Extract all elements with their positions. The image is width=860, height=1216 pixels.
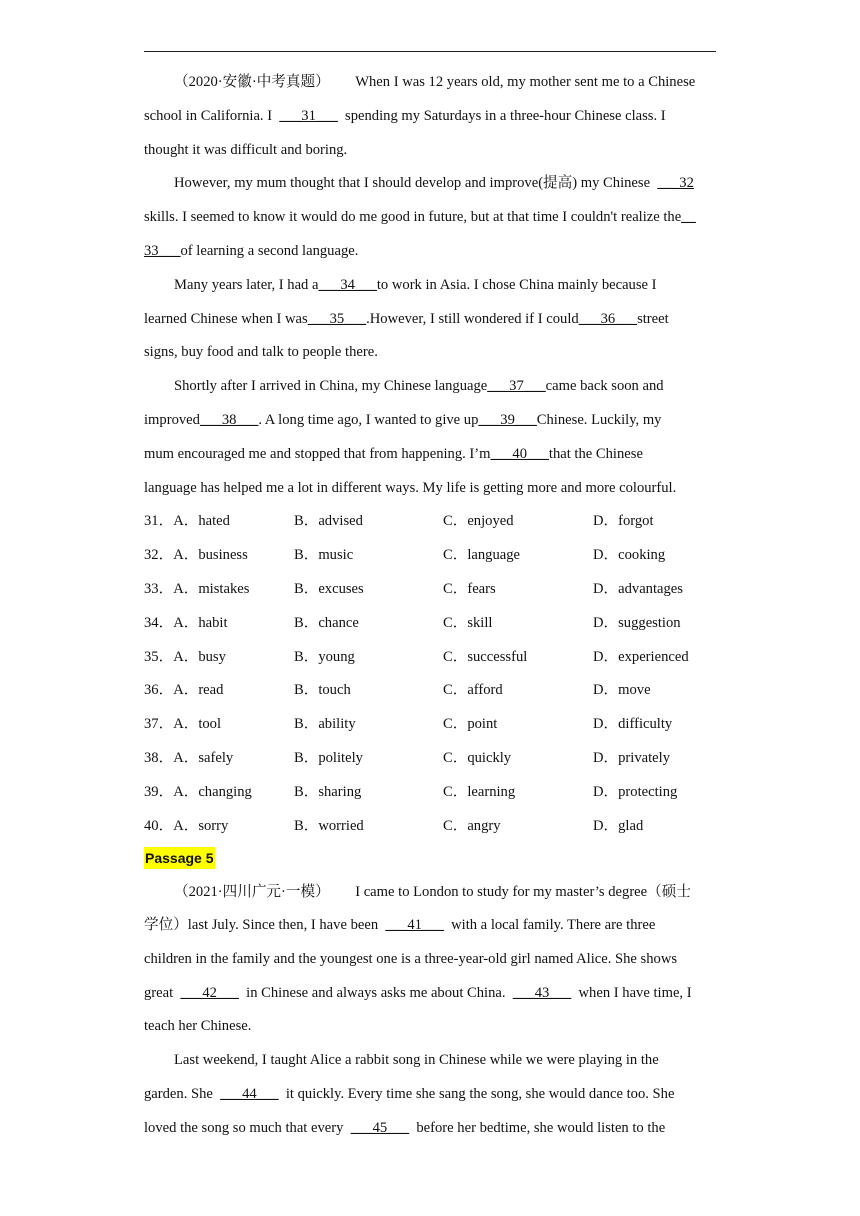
passage4-line-1: （2020·安徽·中考真题） When I was 12 years old, my mother sent me to a Chinese (174, 74, 696, 90)
option-a[interactable]: 37．A．tool (144, 716, 222, 732)
option-c[interactable]: C．learning (443, 784, 516, 800)
option-b[interactable]: B．young (294, 649, 355, 665)
blank-35[interactable]: ___35___ (307, 311, 367, 327)
option-d[interactable]: D．glad (593, 818, 644, 834)
blank-45[interactable]: ___45___ (350, 1120, 410, 1136)
option-a[interactable]: 31．A．hated (144, 513, 230, 529)
option-b[interactable]: B．music (294, 547, 354, 563)
option-c[interactable]: C．quickly (443, 750, 512, 766)
passage5-line-4: great ___42___ in Chinese and always asks me about China. ___43___ when I have time, I (144, 985, 692, 1001)
passage5-line-3: children in the family and the youngest one is a three-year-old girl named Alice. She shows (144, 951, 678, 967)
blank-34[interactable]: ___34___ (318, 277, 377, 293)
option-d[interactable]: D．suggestion (593, 615, 681, 631)
option-a[interactable]: 32．A．business (144, 547, 248, 563)
passage5-line-2: 学位）last July. Since then, I have been ___41___ with a local family. There are three (144, 917, 656, 933)
blank-39[interactable]: ___39___ (478, 412, 537, 428)
option-d[interactable]: D．advantages (593, 581, 683, 597)
header-rule (144, 51, 716, 52)
option-b[interactable]: B．sharing (294, 784, 362, 800)
option-a[interactable]: 40．A．sorry (144, 818, 229, 834)
option-b[interactable]: B．excuses (294, 581, 364, 597)
blank-33[interactable]: 33___ (144, 243, 181, 259)
option-a[interactable]: 34．A．habit (144, 615, 228, 631)
option-d[interactable]: D．difficulty (593, 716, 673, 732)
option-b[interactable]: B．advised (294, 513, 363, 529)
blank-42[interactable]: ___42___ (180, 985, 239, 1001)
passage4-line-13: language has helped me a lot in different ways. My life is getting more and more colourful. (144, 480, 677, 496)
option-a[interactable]: 33．A．mistakes (144, 581, 250, 597)
passage4-line-10: Shortly after I arrived in China, my Chinese language___37___came back soon and (174, 378, 664, 394)
option-d[interactable]: D．protecting (593, 784, 678, 800)
option-c[interactable]: C．successful (443, 649, 528, 665)
blank-37[interactable]: ___37___ (487, 378, 546, 394)
blank-44[interactable]: ___44___ (220, 1086, 279, 1102)
option-b[interactable]: B．politely (294, 750, 363, 766)
option-c[interactable]: C．angry (443, 818, 501, 834)
option-c[interactable]: C．enjoyed (443, 513, 514, 529)
option-c[interactable]: C．skill (443, 615, 493, 631)
blank-38[interactable]: ___38___ (199, 412, 259, 428)
passage4-line-7: Many years later, I had a___34___to work in Asia. I chose China mainly because I (174, 277, 657, 293)
blank-33-start[interactable]: __ (681, 209, 696, 225)
option-b[interactable]: B．touch (294, 682, 351, 698)
option-b[interactable]: B．ability (294, 716, 356, 732)
blank-31[interactable]: ___31___ (279, 108, 338, 124)
blank-41[interactable]: ___41___ (385, 917, 444, 933)
option-c[interactable]: C．afford (443, 682, 503, 698)
passage-5-heading: Passage 5 (144, 847, 215, 869)
passage4-line-8: learned Chinese when I was___35___.However, I still wondered if I could___36___street (144, 311, 669, 327)
blank-43[interactable]: ___43___ (512, 985, 572, 1001)
option-a[interactable]: 38．A．safely (144, 750, 234, 766)
option-c[interactable]: C．fears (443, 581, 496, 597)
option-a[interactable]: 36．A．read (144, 682, 224, 698)
option-d[interactable]: D．cooking (593, 547, 666, 563)
option-c[interactable]: C．point (443, 716, 498, 732)
passage5-line-5: teach her Chinese. (144, 1018, 252, 1034)
passage4-line-4: However, my mum thought that I should develop and improve(提高) my Chinese ___32 (174, 175, 694, 191)
passage5-line-6: Last weekend, I taught Alice a rabbit song in Chinese while we were playing in the (174, 1052, 659, 1068)
option-b[interactable]: B．chance (294, 615, 359, 631)
passage5-line-8: loved the song so much that every ___45___ before her bedtime, she would listen to the (144, 1120, 666, 1136)
passage4-line-12: mum encouraged me and stopped that from happening. I’m___40___that the Chinese (144, 446, 643, 462)
blank-32[interactable]: ___32 (657, 175, 694, 191)
option-a[interactable]: 35．A．busy (144, 649, 226, 665)
option-d[interactable]: D．move (593, 682, 651, 698)
option-d[interactable]: D．privately (593, 750, 671, 766)
passage4-line-6: 33___of learning a second language. (144, 243, 359, 259)
passage4-line-3: thought it was difficult and boring. (144, 142, 348, 158)
passage4-line-9: signs, buy food and talk to people there. (144, 344, 378, 360)
blank-40[interactable]: ___40___ (490, 446, 549, 462)
option-b[interactable]: B．worried (294, 818, 364, 834)
option-d[interactable]: D．forgot (593, 513, 654, 529)
passage5-line-1: （2021·四川广元·一模） I came to London to study for my master’s degree（硕士 (174, 884, 691, 900)
passage4-line-11: improved___38___. A long time ago, I wanted to give up___39___Chinese. Luckily, my (144, 412, 662, 428)
passage4-line-2: school in California. I ___31___ spending my Saturdays in a three-hour Chinese class. I (144, 108, 666, 124)
passage4-line-5: skills. I seemed to know it would do me good in future, but at that time I couldn't realize the__ (144, 209, 696, 225)
option-c[interactable]: C．language (443, 547, 521, 563)
option-d[interactable]: D．experienced (593, 649, 689, 665)
option-a[interactable]: 39．A．changing (144, 784, 252, 800)
blank-36[interactable]: ___36___ (578, 311, 638, 327)
passage5-line-7: garden. She ___44___ it quickly. Every time she sang the song, she would dance too. She (144, 1086, 675, 1102)
